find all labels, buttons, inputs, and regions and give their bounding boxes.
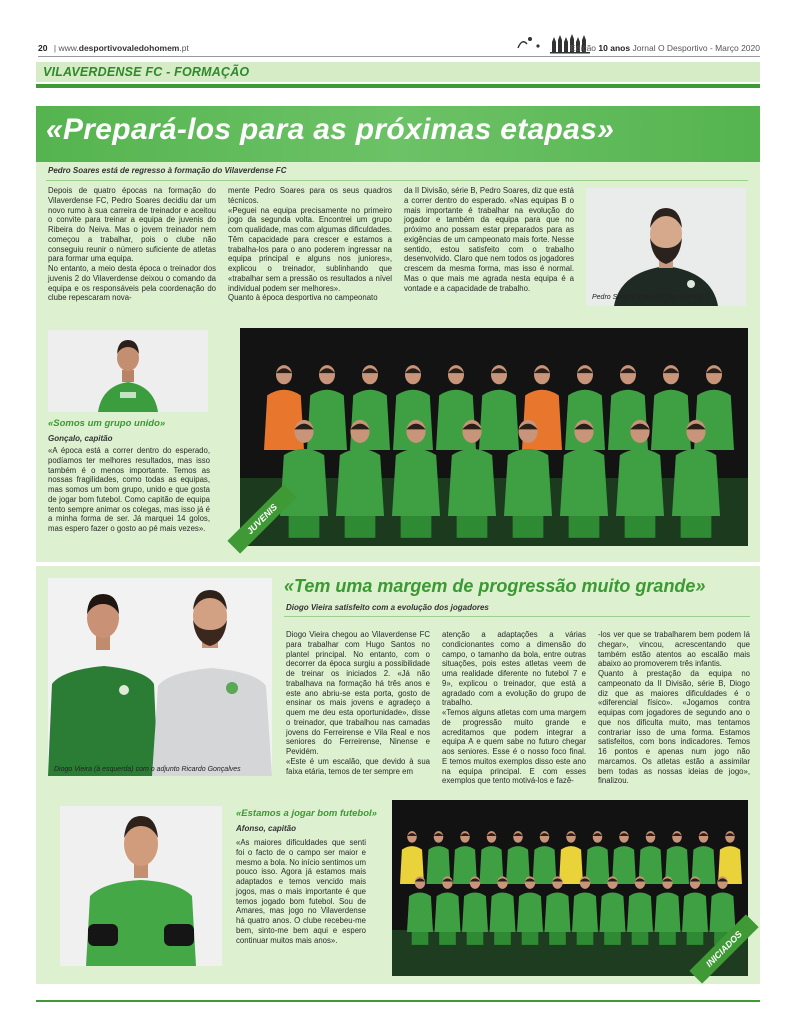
bottom-subhead-rule [284,616,750,617]
header-separator: | [53,43,57,53]
coaches-photo-caption: Diogo Vieira (à esquerda) com o adjunto Ricardo Gonçalves [54,766,241,773]
quote-afonso-title: «Estamos a jogar bom futebol» [236,808,377,819]
header-divider [38,56,760,57]
article-column-3: da II Divisão, série B, Pedro Soares, diz que está a correr dentro do esperado. «Nas equipas B o mais importante é trabalhar na evolução do jogador e também da equipa para que no próximo ano possam estar preparados para as exigências de um campeonato mais forte. Nesse sentido, estou satisfeito com o trabalho desenvolvido. Claro que nem todos os jogadores crescem da mesma forma, mas isso é normal. Mas o que mais me agrada nesta equipa é a vontade e a capacidade de trabalho. [404,186,574,293]
goncalo-photo [48,330,208,412]
section-divider [36,84,760,88]
edition-info: Edição 10 anos Jornal O Desportivo - Março 2020 [570,43,760,53]
section-title: VILAVERDENSE FC - FORMAÇÃO [43,65,250,79]
section-title-bar [36,62,760,82]
afonso-photo [60,806,222,966]
article-headline: «Prepará-los para as próximas etapas» [46,113,615,146]
coach-photo [586,188,746,306]
article-column-1: Depois de quatro épocas na formação do Vilaverdense FC, Pedro Soares decidiu dar um novo rumo à sua carreira de treinador e aceitou o convite para treinar a equipa de juvenis do Ribeira do Neiva. Mas o jovem treinador nem começou a trabalhar, pois o clube não conseguiu reunir o número suficiente de atletas para formar uma equipa. No entanto, a meio desta época o treinador dos juvenis 2 do Vilaverdense deixou o comando da equipa e os responsáveis pela coordenação do clube repescaram nova- [48,186,216,303]
article-column-2: mente Pedro Soares para os seus quadros técnicos. «Peguei na equipa precisamente no primeiro jogo da segunda volta. Encontrei um grupo com qualidade, mas com algumas dificuldades. Têm capacidade para crescer e estamos a trabalha-los para o ano poderem ingressar na equipa principal e alguns nos juniores», explicou o treinador, sublinhando que «trabalhar sem a pressão os resultados a nível individual podem ser melhores». Quanto à época desportiva no campeonato [228,186,392,303]
coach-photo-caption: Pedro Soares treinador dos Juvenis 2 [592,294,710,301]
bottom-column-1: Diogo Vieira chegou ao Vilaverdense FC para trabalhar com Hugo Santos no plantel principal. No entanto, com o decorrer da época surgiu a possibilidade de treinar os iniciados 2. «Já não trabalhava na formação há três anos e este ano abriu-se esta porta, gosto de ensinar os mais jovens e agradeço a quem me deu esta oportunidade», disse o treinador, que trabalhou nas camadas jovens do Ferreirense e Vila Real e nos seniores do Ferreirense, Ninense e Pevidém. «Este é um escalão, que devido à sua faixa etária, temos de ter sempre em [286,630,430,776]
quote-goncalo-speaker: Gonçalo, capitão [48,434,113,443]
bottom-column-2: atenção a adaptações a várias condicionantes como a dimensão do campo, o tamanho da bola, entre outras situações, pois estes atletas veem de uma realidade diferente no futebol 7 e 9», explicou o treinador, que está a agradado com a evolução do grupo de trabalho. «Temos alguns atletas com uma margem de progressão muito grande e acreditamos que podem integrar a equipa A e quem sabe no futuro chegar aos seniores. Esse é o nosso foco final. E temos muitos exemplos disso este ano na equipa principal. E com esses exemplos que tento motivá-los e fazê- [442,630,586,786]
quote-afonso-speaker: Afonso, capitão [236,824,297,833]
page-number-and-url [38,43,189,53]
site-url[interactable]: www.desportivovaledohomem.pt [58,43,189,53]
quote-goncalo-text: «A época está a correr dentro do esperado, podíamos ter melhores resultados, mas isso também é o menos importante. Temos as nossas fragilidades, como todas as equipas, mas somos um bom grupo, unido e que gosta de jogar bom futebol. Como capitão de equipa tento sempre animar os colegas, mas isso já é a minha forma de ser. Já marquei 14 golos, mas espero fazer o gosto ao pé mais vezes». [48,446,210,533]
quote-afonso-text: «As maiores dificuldades que senti foi o facto de o campo ser maior e mesmo a bola. No início sentimos um pouco isso. Agora já estamos mais adaptados e temos vencido mais jogos, mas o mais importante é que temos jogado bom futebol. Sou de Amares, mas jogo no Vilaverdense há quatro anos. O clube recebeu-me bem, sinto-me bem aqui e espero continuar muitos mais anos». [236,838,367,945]
quote-goncalo-title: «Somos um grupo unido» [48,418,166,429]
page-header [38,40,760,56]
page-number: 20 [38,43,48,53]
bottom-article-subhead: Diogo Vieira satisfeito com a evolução dos jogadores [286,603,489,612]
juvenis-badge: JUVENIS [240,492,294,546]
iniciados-badge: INICIADOS [692,920,748,976]
bottom-column-3: -los ver que se trabalharem bem podem lá chegar», vincou, acrescentando que também estão atentos ao escalão mais abaixo ao promoverem três infantis. Quanto à prestação da equipa no campeonato da II Divisão, série B, Diogo diz que as maiores dificuldades é o «diferencial físico». «Jogamos contra equipas com jogadores de segundo ano o que nos dificulta muito, mas tentamos contrariar isso de uma forma. Estamos satisfeitos, com bons indicadores. Temos 16 pontos e apenas num jogo não marcamos. Os atletas estão a assimilar bem todas as nossas ideias de jogo», finalizou. [598,630,750,786]
bottom-article-headline: «Tem uma margem de progressão muito grande» [284,576,706,596]
footer-rule [36,1000,760,1002]
article-subhead: Pedro Soares está de regresso à formação do Vilaverdense FC [48,166,287,175]
coaches-photo [48,578,272,776]
juvenis-team-photo [240,328,748,546]
subhead-rule [46,180,748,181]
